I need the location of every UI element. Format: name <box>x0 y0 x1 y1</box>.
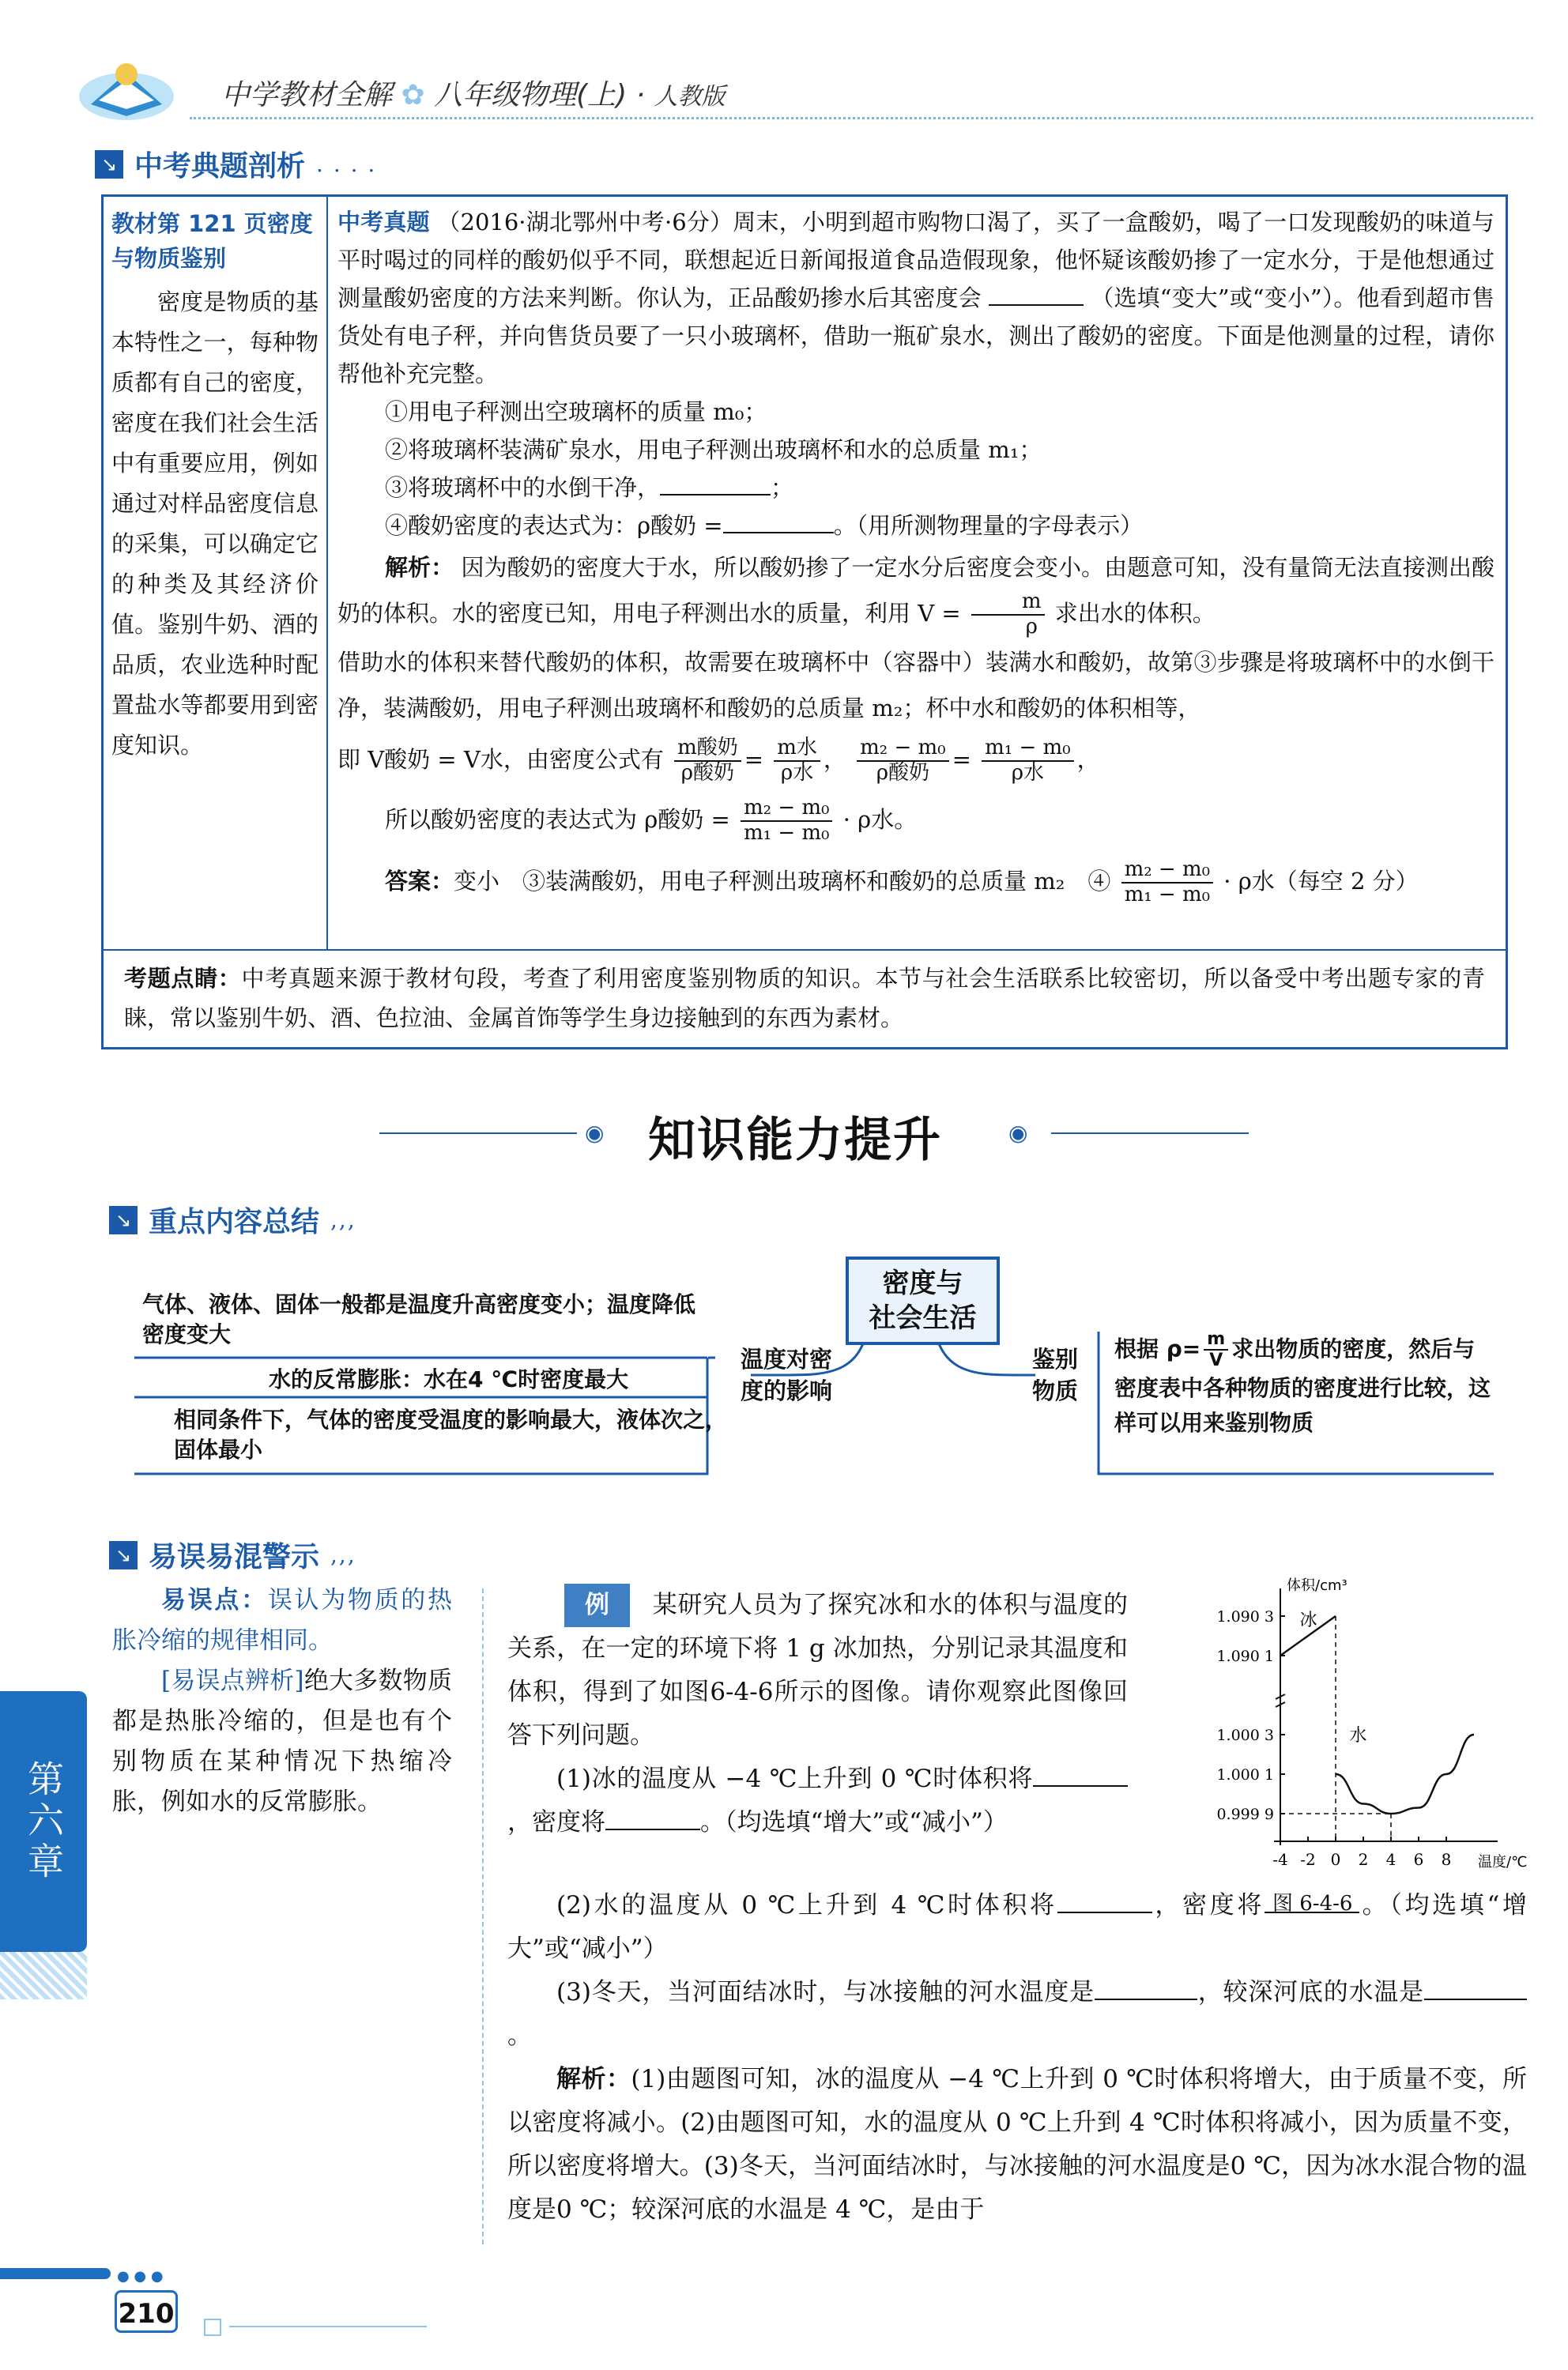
chapter-label: 第六章 <box>22 1760 65 1883</box>
book-logo-icon <box>75 49 178 124</box>
y-tick-label: 1.090 1 <box>1216 1648 1274 1665</box>
x-tick-label: 6 <box>1413 1850 1424 1869</box>
arrow-icon: ↘ <box>109 1541 138 1569</box>
y-tick-label: 0.999 9 <box>1216 1806 1274 1823</box>
explain-label: [易误点辨析] <box>161 1667 304 1695</box>
arrow-right-icon: ◉ <box>585 1120 605 1146</box>
header-edition: 人教版 <box>654 83 726 111</box>
review-note <box>104 949 1506 1047</box>
example-analysis: (1)由题图可知，冰的温度从 −4 ℃上升到 0 ℃时体积将增大，由于质量不变，所以密度将减小。(2)由题图可知，水的温度从 0 ℃上升到 4 ℃时体积将减小，因为质量不变，所以密度将增大。(3)冬天，当河面结冰时，与冰接触的河水温度是0 ℃，因为冰水混合物的温度是0 ℃；较深河底的水温是 4 ℃，是由于 <box>507 2065 1528 2224</box>
exam-box <box>101 194 1508 1049</box>
section-knowledge-title: ◉ 知识能力提升 ◉ <box>379 1102 1249 1166</box>
analysis-formula: 即 V酸奶 = V水，由密度公式有 $\frac{\text{m酸奶}}{\text{ρ酸奶}}$ = $\frac{\text{m水}}{\text{ρ水}}$ ， $\frac{\text{m₂ − m₀}}{\text{ρ酸奶}}$ = $\frac{\text{m₁ − m₀}}{\text{ρ水}}$ ， <box>337 736 1100 785</box>
arrow-icon: ↘ <box>109 1206 138 1234</box>
x-tick-label: 8 <box>1441 1850 1452 1869</box>
review-text: 中考真题来源于教材句段，考查了利用密度鉴别物质的知识。本节与社会生活联系比较密切，所以备受中考出题专家的青睐，常以鉴别牛奶、酒、色拉油、金属首饰等学生身边接触到的东西为素材。 <box>124 965 1485 1031</box>
analysis-result: 所以酸奶密度的表达式为 ρ酸奶 = $\frac{\text{m₂ − m₀}}{\text{m₁ − m₀}}$ · ρ水。 <box>385 796 918 845</box>
x-tick-label: 4 <box>1385 1850 1396 1869</box>
textbook-ref-heading: 教材第 121 页密度与物质鉴别 <box>111 210 313 272</box>
map-leaf-identify: 根据 ρ= $\frac{m}{V}$ 求出物质的密度，然后与密度表中各种物质的密度进行比较，这样可以用来鉴别物质 <box>1114 1329 1491 1436</box>
exam-label: 中考真题 <box>337 209 430 235</box>
analysis-label: 解析： <box>385 554 454 581</box>
arrow-icon: ↘ <box>95 150 123 179</box>
chart-svg <box>1138 1573 1533 1920</box>
mistake-note: 易误点：误认为物质的热胀冷缩的规律相同。 [易误点辨析]绝大多数物质都是热胀冷缩的，但是也有个别物质在某种情况下热缩冷胀，例如水的反常膨胀。 <box>112 1586 453 1816</box>
series-ice-label: 冰 <box>1299 1611 1317 1630</box>
y-tick-label: 1.090 3 <box>1216 1608 1274 1626</box>
chapter-side-tab <box>0 1691 87 1952</box>
y-tick-label: 1.000 1 <box>1216 1766 1274 1784</box>
textbook-ref <box>104 197 328 949</box>
header-grade: 八年级物理(上) <box>434 79 628 111</box>
analysis-text-2: 借助水的体积来替代酸奶的体积，故需要在玻璃杯中（容器中）装满水和酸奶，故第③步骤是将玻璃杯中的水倒干净，装满酸奶，用电子秤测出玻璃杯和酸奶的总质量 m₂；杯中水和酸奶的体积相等， <box>337 648 1494 722</box>
x-axis-label: 温度/℃ <box>1478 1854 1528 1871</box>
map-center-node: 密度与 社会生活 <box>846 1257 1000 1345</box>
exam-intro: （2016·湖北鄂州中考·6分）周末，小明到超市购物口渴了，买了一盒酸奶，喝了一口发现酸奶的味道与平时喝过的同样的酸奶似乎不同，联想起近日新闻报道食品造假现象，他怀疑该酸奶掺了一定水分，于是他想通过测量酸奶密度的方法来判断。你认为，正品酸奶掺水后其密度会 <box>337 209 1494 311</box>
step-3: ③将玻璃杯中的水倒干净， <box>385 474 661 501</box>
x-tick-label: 2 <box>1358 1850 1369 1869</box>
map-leaf-gas-liquid: 相同条件下，气体的密度受温度的影响最大，液体次之，固体最小 <box>174 1407 728 1463</box>
example-label: 例 <box>564 1584 630 1627</box>
mistake-text: 误认为物质的热胀冷缩的规律相同。 <box>112 1586 453 1655</box>
footer: ● ● ● 210 <box>0 2252 1568 2370</box>
map-leaf-water-anomaly: 水的反常膨胀：水在4 ℃时密度最大 <box>269 1366 629 1392</box>
explain-text: 绝大多数物质都是热胀冷缩的，但是也有个别物质在某种情况下热缩冷胀，例如水的反常膨胀。 <box>112 1667 452 1816</box>
map-node-temperature: 温度对密 度的影响 <box>740 1346 832 1404</box>
section-exam-analysis-title: ↘ 中考典题剖析 . . . . <box>95 144 376 184</box>
mind-map <box>119 1257 1510 1486</box>
header-book-title: 中学教材全解 <box>221 79 393 111</box>
textbook-ref-body: 密度是物质的基本特性之一，每种物质都有自己的密度，密度在我们社会生活中有重要应用，例如通过对样品密度信息的采集，可以确定它的种类及其经济价值。鉴别牛奶、酒的品质，农业选种时配置盐水等都要用到密度知识。 <box>111 288 318 759</box>
map-leaf-general: 气体、液体、固体一般都是温度升高密度变小；温度降低密度变大 <box>142 1291 696 1347</box>
map-node-identify: 鉴别 物质 <box>1031 1346 1078 1404</box>
step-1: ①用电子秤测出空玻璃杯的质量 m₀； <box>385 398 767 425</box>
x-tick-label: -2 <box>1300 1850 1316 1869</box>
exam-problem: 中考真题 （2016·湖北鄂州中考·6分）周末，小明到超市购物口渴了，买了一盒酸奶，喝了一口发现酸奶的味道与平时喝过的同样的酸奶似乎不同，联想起近日新闻报道食品造假现象，他怀疑该酸奶掺了一定水分，于是他想通过测量酸奶密度的方法来判断。你认为，正品酸奶掺水后其密度会 （选填“变大”或“变小”）。他看到超市售货处有电子秤，并向售货员要了一只小玻璃杯，借助一瓶矿泉水，测出了酸奶的密度。下面是他测量的过程，请你帮他补充完整。 ①用电子秤测出空玻璃杯的质量 m₀； ②将玻璃杯装满矿泉水，用电子秤测出玻璃杯和水的总质量 m₁； ③将玻璃杯中的水倒干净， ； ④酸奶密度的表达式为：ρ酸奶 = 。（用所测物理量的字母表示） 解析： 因为酸奶的密度大于水，所以酸奶掺了一定水分后密度会变小。由题意可知，没有量筒无法直接测出酸奶的体积。水的密度已知，用电子秤测出水的质量，利用 V = $\frac{m}{\rho}$ 求出水的体积。 借助水的体积来替代酸奶的体积，故需要在玻璃杯中（容器中）装满水和酸奶，故第③步骤是将玻璃杯中的水倒干净，装满酸奶，用电子秤测出玻璃杯和酸奶的总质量 m₂；杯中水和酸奶的体积相等， 即 V酸奶 = V水，由密度公式有 $\frac{\text{m酸奶}}{\text{ρ酸奶}}$ = $\frac{\text{m水}}{\text{ρ水}}$ ， $\frac{\text{m₂ − m₀}}{\text{ρ酸奶}}$ = $\frac{\text{m₁ − m₀}}{\text{ρ水}}$ ， 所以酸奶密度的表达式为 ρ酸奶 = $\frac{\text{m₂ − m₀}}{\text{m₁ − m₀}}$ · ρ水。 答案：变小 ③装满酸奶，用电子秤测出玻璃杯和酸奶的总质量 m₂ ④ $\frac{\text{m₂ − m₀}}{\text{m₁ − m₀}}$ · ρ水（每空 2 分） <box>337 203 1494 911</box>
y-tick-label: 1.000 3 <box>1216 1727 1274 1744</box>
y-axis-label: 体积/cm³ <box>1287 1577 1348 1594</box>
page-number: 210 <box>115 2290 178 2333</box>
exam-intro-b: （选填“变大”或“变小”）。他看到超市售货处有电子秤，并向售货员要了一只小玻璃杯，借助一瓶矿泉水，测出了酸奶的密度。下面是他测量的过程，请你帮他补充完整。 <box>337 284 1495 387</box>
series-water-line <box>1336 1735 1474 1814</box>
x-tick-label: -4 <box>1272 1850 1288 1869</box>
section-mistakes-title: ↘ 易误易混警示 ,,, <box>109 1535 356 1575</box>
x-tick-label: 0 <box>1330 1850 1341 1869</box>
example-text: 某研究人员为了探究冰和水的体积与温度的关系，在一定的环境下将 1 g 冰加热，分别记录其温度和体积，得到了如图6-4-6所示的图像。请你观察此图像回答下列问题。 <box>507 1591 1128 1750</box>
series-water-label: 水 <box>1349 1726 1367 1746</box>
volume-temperature-chart <box>1138 1573 1533 1920</box>
chart-caption: 图 6-4-6 <box>1272 1892 1353 1916</box>
questions: (2)水的温度从 0 ℃上升到 4 ℃时体积将 ，密度将 。（均选填“增大”或“减小”） (3)冬天，当河面结冰时，与冰接触的河水温度是 ，较深河底的水温是。 解析：(1)由题图可知，冰的温度从 −4 ℃上升到 0 ℃时体积将增大，由于质量不变，所以密度将减小。(2)由题图可知，水的温度从 0 ℃上升到 4 ℃时体积将减小，因为质量不变，所以密度将增大。(3)冬天，当河面结冰时，与冰接触的河水温度是0 ℃，因为冰水混合物的温度是0 ℃；较深河底的水温是 4 ℃，是由于 <box>507 1884 1527 2232</box>
section-summary-title: ↘ 重点内容总结 ,,, <box>109 1200 356 1240</box>
arrow-left-icon: ◉ <box>1008 1120 1028 1146</box>
header: 中学教材全解 ✿ 八年级物理(上) · 人教版 <box>0 0 1568 142</box>
answer: 答案：变小 ③装满酸奶，用电子秤测出玻璃杯和酸奶的总质量 m₂ ④ $\frac{\text{m₂ − m₀}}{\text{m₁ − m₀}}$ · ρ水（每空 2 分） <box>385 857 1419 906</box>
example: 例 某研究人员为了探究冰和水的体积与温度的关系，在一定的环境下将 1 g 冰加热，分别记录其温度和体积，得到了如图6-4-6所示的图像。请你观察此图像回答下列问题。 (1)冰的温度从 −4 ℃上升到 0 ℃时体积将，密度将 。（均选填“增大”或“减小”） <box>507 1584 1128 1844</box>
analysis-text-1: 因为酸奶的密度大于水，所以酸奶掺了一定水分后密度会变小。由题意可知，没有量筒无法直接测出酸奶的体积。水的密度已知，用电子秤测出水的质量，利用 V = <box>337 554 1494 627</box>
step-2: ②将玻璃杯装满矿泉水，用电子秤测出玻璃杯和水的总质量 m₁； <box>385 436 1042 463</box>
review-label: 考题点睛： <box>124 965 242 992</box>
step-4: ④酸奶密度的表达式为：ρ酸奶 = <box>385 512 723 539</box>
